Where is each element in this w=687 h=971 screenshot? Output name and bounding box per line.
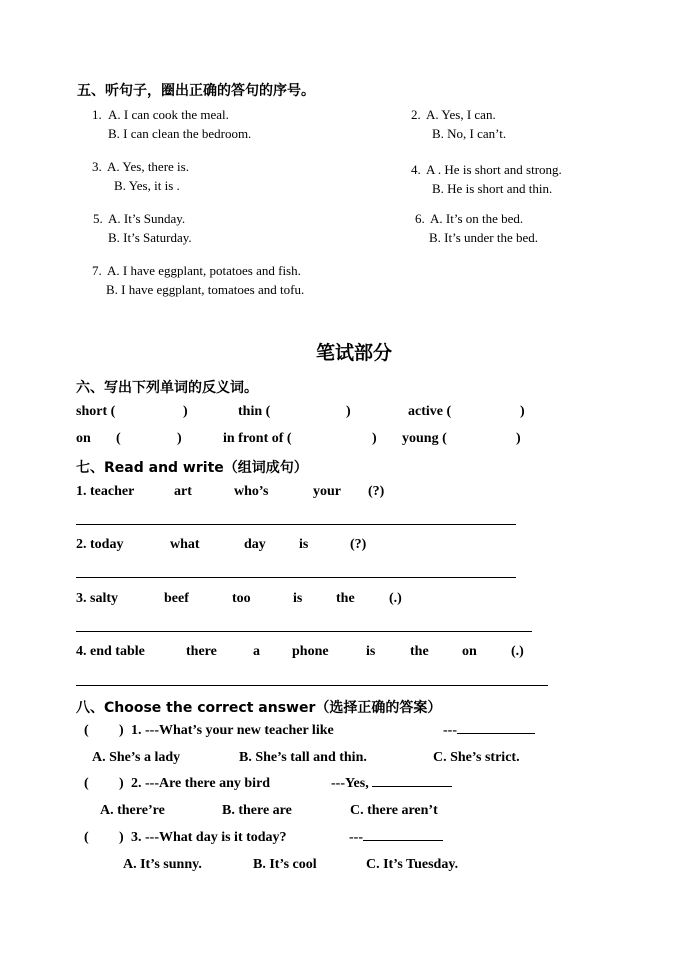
item-number: 7.	[92, 263, 102, 278]
word: a	[253, 644, 260, 659]
section7-heading: 七、Read and write（组词成句）	[76, 460, 308, 476]
punctuation: (.)	[511, 644, 524, 659]
word: is	[366, 644, 376, 659]
written-section-title: 笔试部分	[316, 342, 393, 364]
option-b: B. It’s under the bed.	[429, 230, 539, 245]
question-text: 2. ---Are there any bird	[131, 776, 271, 791]
close-paren: )	[372, 431, 377, 446]
option-b: B. Yes, it is .	[114, 178, 180, 193]
section6-heading: 六、写出下列单词的反义词。	[76, 380, 258, 396]
answer-paren-close[interactable]: )	[119, 830, 124, 845]
option-a: A. It’s on the bed.	[430, 211, 524, 226]
word: 1. teacher	[76, 484, 135, 499]
item-number: 5.	[93, 211, 103, 226]
option-a[interactable]: A. It’s sunny.	[123, 857, 202, 872]
option-b: B. He is short and thin.	[432, 181, 553, 196]
punctuation: (?)	[368, 484, 385, 499]
item-number: 6.	[415, 211, 425, 226]
answer-prompt	[349, 830, 443, 846]
option-b: B. No, I can’t.	[432, 126, 507, 141]
close-paren: )	[183, 404, 188, 419]
item-number: 1.	[92, 107, 102, 122]
section5-heading: 五、听句子，圈出正确的答句的序号。	[77, 83, 315, 99]
antonym-active: active (	[408, 404, 452, 419]
antonym-short: short (	[76, 404, 116, 419]
answer-line[interactable]	[76, 577, 516, 578]
word: the	[336, 591, 355, 606]
option-a: A. Yes, there is.	[107, 159, 189, 174]
option-a: A. Yes, I can.	[426, 107, 496, 122]
word: who’s	[234, 484, 269, 499]
question-text: 1. ---What’s your new teacher like	[131, 723, 334, 738]
answer-prompt	[443, 723, 535, 739]
option-a: A. It’s Sunday.	[108, 211, 186, 226]
antonym-thin: thin (	[238, 404, 271, 419]
close-paren: )	[520, 404, 525, 419]
close-paren: )	[516, 431, 521, 446]
word: your	[313, 484, 341, 499]
word: 3. salty	[76, 591, 118, 606]
option-b[interactable]: B. there are	[222, 803, 292, 818]
option-a: A . He is short and strong.	[426, 162, 562, 177]
option-c[interactable]: C. She’s strict.	[433, 750, 520, 765]
answer-paren-open[interactable]: (	[84, 830, 89, 845]
prompt-text: ---	[349, 830, 363, 845]
word: too	[232, 591, 251, 606]
close-paren: )	[346, 404, 351, 419]
option-b: B. It’s Saturday.	[108, 230, 192, 245]
item-number: 4.	[411, 162, 421, 177]
antonym-in-front-of: in front of (	[223, 431, 292, 446]
word: art	[174, 484, 192, 499]
option-c[interactable]: C. there aren’t	[350, 803, 438, 818]
option-c[interactable]: C. It’s Tuesday.	[366, 857, 459, 872]
word: 2. today	[76, 537, 124, 552]
option-b: B. I can clean the bedroom.	[108, 126, 252, 141]
punctuation: (.)	[389, 591, 402, 606]
answer-line[interactable]	[76, 524, 516, 525]
option-a[interactable]: A. She’s a lady	[92, 750, 181, 765]
option-b: B. I have eggplant, tomatoes and tofu.	[106, 282, 305, 297]
answer-line[interactable]	[76, 631, 532, 632]
antonym-young: young (	[402, 431, 447, 446]
item-number: 2.	[411, 107, 421, 122]
answer-line[interactable]	[76, 685, 548, 686]
punctuation: (?)	[350, 537, 367, 552]
option-b[interactable]: B. It’s cool	[253, 857, 317, 872]
antonym-on: on	[76, 431, 91, 446]
answer-blank[interactable]	[372, 786, 452, 787]
word: phone	[292, 644, 329, 659]
option-a: A. I can cook the meal.	[108, 107, 229, 122]
close-paren: )	[177, 431, 182, 446]
item-number: 3.	[92, 159, 102, 174]
answer-blank[interactable]	[457, 733, 535, 734]
word: beef	[164, 591, 189, 606]
word: what	[170, 537, 200, 552]
word: 4. end table	[76, 644, 145, 659]
answer-blank[interactable]	[363, 840, 443, 841]
word: the	[410, 644, 429, 659]
answer-paren-open[interactable]: (	[84, 723, 89, 738]
option-a[interactable]: A. there’re	[100, 803, 165, 818]
answer-paren-open[interactable]: (	[84, 776, 89, 791]
prompt-text: ---	[443, 723, 457, 738]
answer-prompt	[331, 776, 452, 792]
option-b[interactable]: B. She’s tall and thin.	[239, 750, 367, 765]
prompt-text: ---Yes,	[331, 776, 369, 791]
answer-paren-close[interactable]: )	[119, 776, 124, 791]
word: day	[244, 537, 266, 552]
open-paren: (	[116, 431, 121, 446]
option-a: A. I have eggplant, potatoes and fish.	[107, 263, 301, 278]
section8-heading: 八、Choose the correct answer（选择正确的答案）	[76, 700, 442, 716]
answer-paren-close[interactable]: )	[119, 723, 124, 738]
word: there	[186, 644, 217, 659]
word: on	[462, 644, 477, 659]
word: is	[293, 591, 303, 606]
word: is	[299, 537, 309, 552]
question-text: 3. ---What day is it today?	[131, 830, 287, 845]
